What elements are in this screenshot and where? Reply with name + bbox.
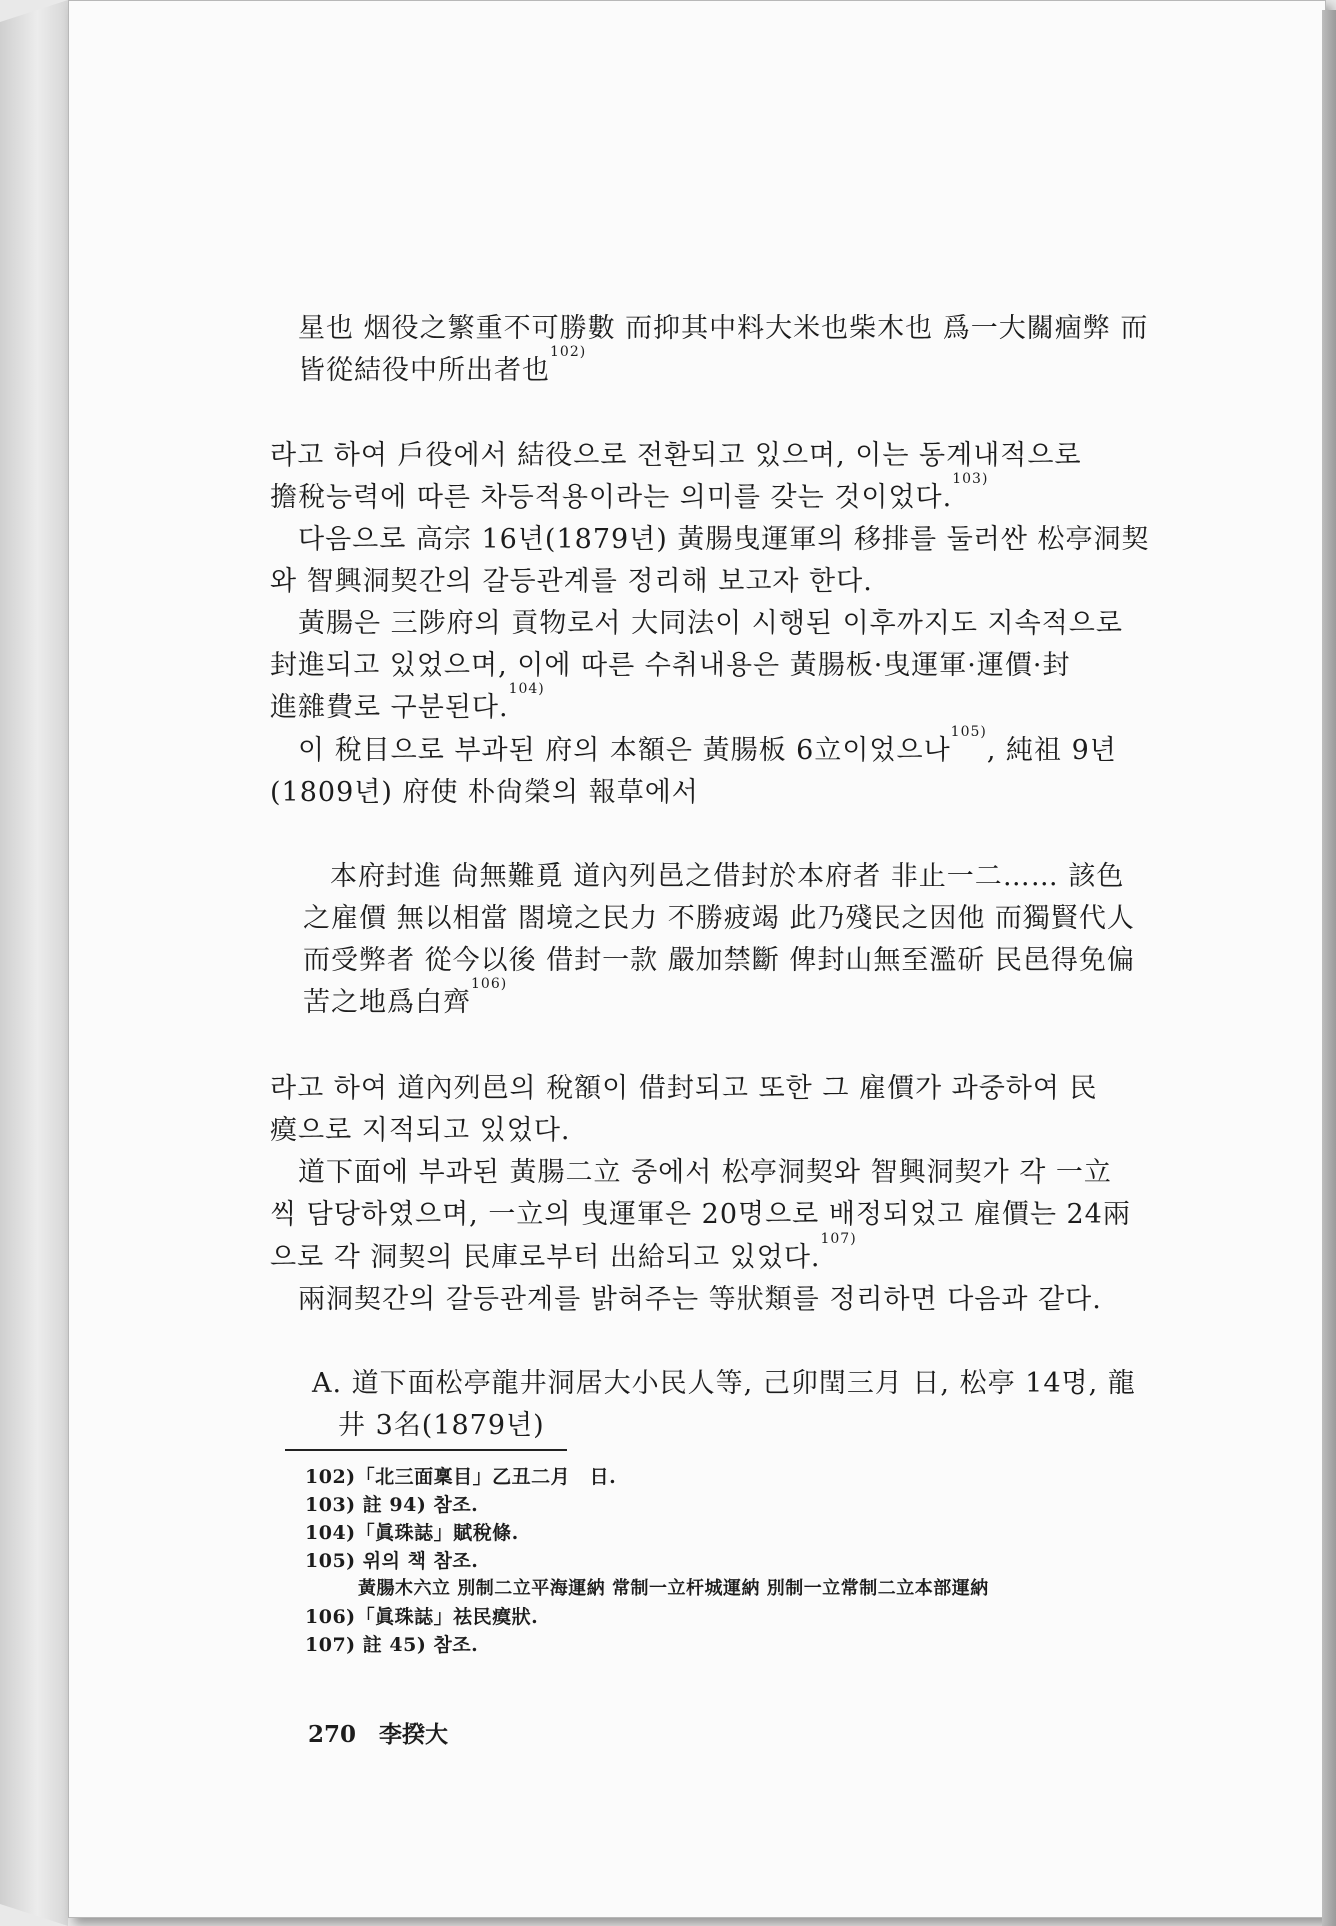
page-edge [1322,10,1336,1926]
body-line: 으로 각 洞契의 民庫로부터 出給되고 있었다.$^{107)}$ [270,1231,857,1273]
book-spine [0,0,69,1926]
body-line: (1809년) 府使 朴尙榮의 報草에서 [270,777,699,808]
item-a-line: A. 道下面松亭龍井洞居大小民人等, 己卯閏三月 日, 松亭 14명, 龍 [312,1368,1136,1399]
body-line: 다음으로 高宗 16년(1879년) 黃腸曳運軍의 移排를 둘러싼 松亭洞契 [298,524,1150,555]
footnote: 102)「北三面稟目」乙丑二月 日. [305,1466,617,1488]
body-line: 道下面에 부과된 黃腸二立 중에서 松亭洞契와 智興洞契가 각 一立 [298,1157,1112,1188]
footnote-continuation: 黃腸木六立 別制二立平海運納 常制一立杆城運納 別制一立常制二立本部運納 [358,1578,989,1599]
page-number: 270 李揆大 [308,1721,449,1748]
body-line: 進雜費로 구분된다.$^{104)}$ [270,681,545,723]
footnote-ref: 106) [471,976,508,992]
footnote-ref: 104) [508,681,545,697]
body-line: 와 智興洞契간의 갈등관계를 정리해 보고자 한다. [270,566,873,597]
footnote: 104)「眞珠誌」賦稅條. [305,1522,519,1544]
body-line: 라고 하여 戶役에서 結役으로 전환되고 있으며, 이는 동계내적으로 [270,440,1082,471]
body-line: 라고 하여 道內列邑의 稅額이 借封되고 또한 그 雇價가 과중하여 民 [270,1073,1098,1104]
quote-line: 之雇價 無以相當 閤境之民力 不勝疲竭 此乃殘民之因他 而獨賢代人 [303,903,1135,934]
quote-line: 星也 烟役之繁重不可勝數 而抑其中料大米也柴木也 爲一大關痼弊 而 [298,313,1149,344]
footnote-ref: 103) [952,471,989,487]
footnote: 107) 註 45) 참조. [305,1634,479,1656]
body-line: 瘼으로 지적되고 있었다. [270,1115,571,1146]
quote-line: 而受弊者 從今以後 借封一款 嚴加禁斷 俾封山無至濫斫 民邑得免偏 [303,945,1135,976]
footnote: 105) 위의 책 참조. [305,1550,479,1572]
quote-line: 皆從結役中所出者也$^{102)}$ [298,344,587,386]
footnote: 106)「眞珠誌」祛民瘼狀. [305,1606,539,1628]
body-line: 黃腸은 三陟府의 貢物로서 大同法이 시행된 이후까지도 지속적으로 [298,608,1123,639]
footnote-ref: 105) [950,724,987,740]
quote-line: 苦之地爲白齊$^{106)}$ [303,976,508,1018]
body-line: 封進되고 있었으며, 이에 따른 수취내용은 黃腸板·曳運軍·運價·封 [270,650,1071,681]
footnote: 103) 註 94) 참조. [305,1494,479,1516]
footnote-ref: 102) [550,344,587,360]
body-line: 兩洞契간의 갈등관계를 밝혀주는 等狀類를 정리하면 다음과 같다. [298,1284,1102,1315]
quote-line: 本府封進 尙無難覓 道內列邑之借封於本府者 非止一二…… 該色 [330,861,1125,892]
body-line: 擔稅능력에 따른 차등적용이라는 의미를 갖는 것이었다.$^{103)}$ [270,471,989,513]
body-line: 씩 담당하였으며, 一立의 曳運軍은 20명으로 배정되었고 雇價는 24兩 [270,1199,1131,1230]
footnote-rule [285,1449,567,1451]
item-a-line: 井 3名(1879년) [338,1410,545,1441]
body-line: 이 稅目으로 부과된 府의 本額은 黃腸板 6立이었으나$^{105)}$, 純祖 9년 [298,724,1117,766]
footnote-ref: 107) [820,1231,857,1247]
